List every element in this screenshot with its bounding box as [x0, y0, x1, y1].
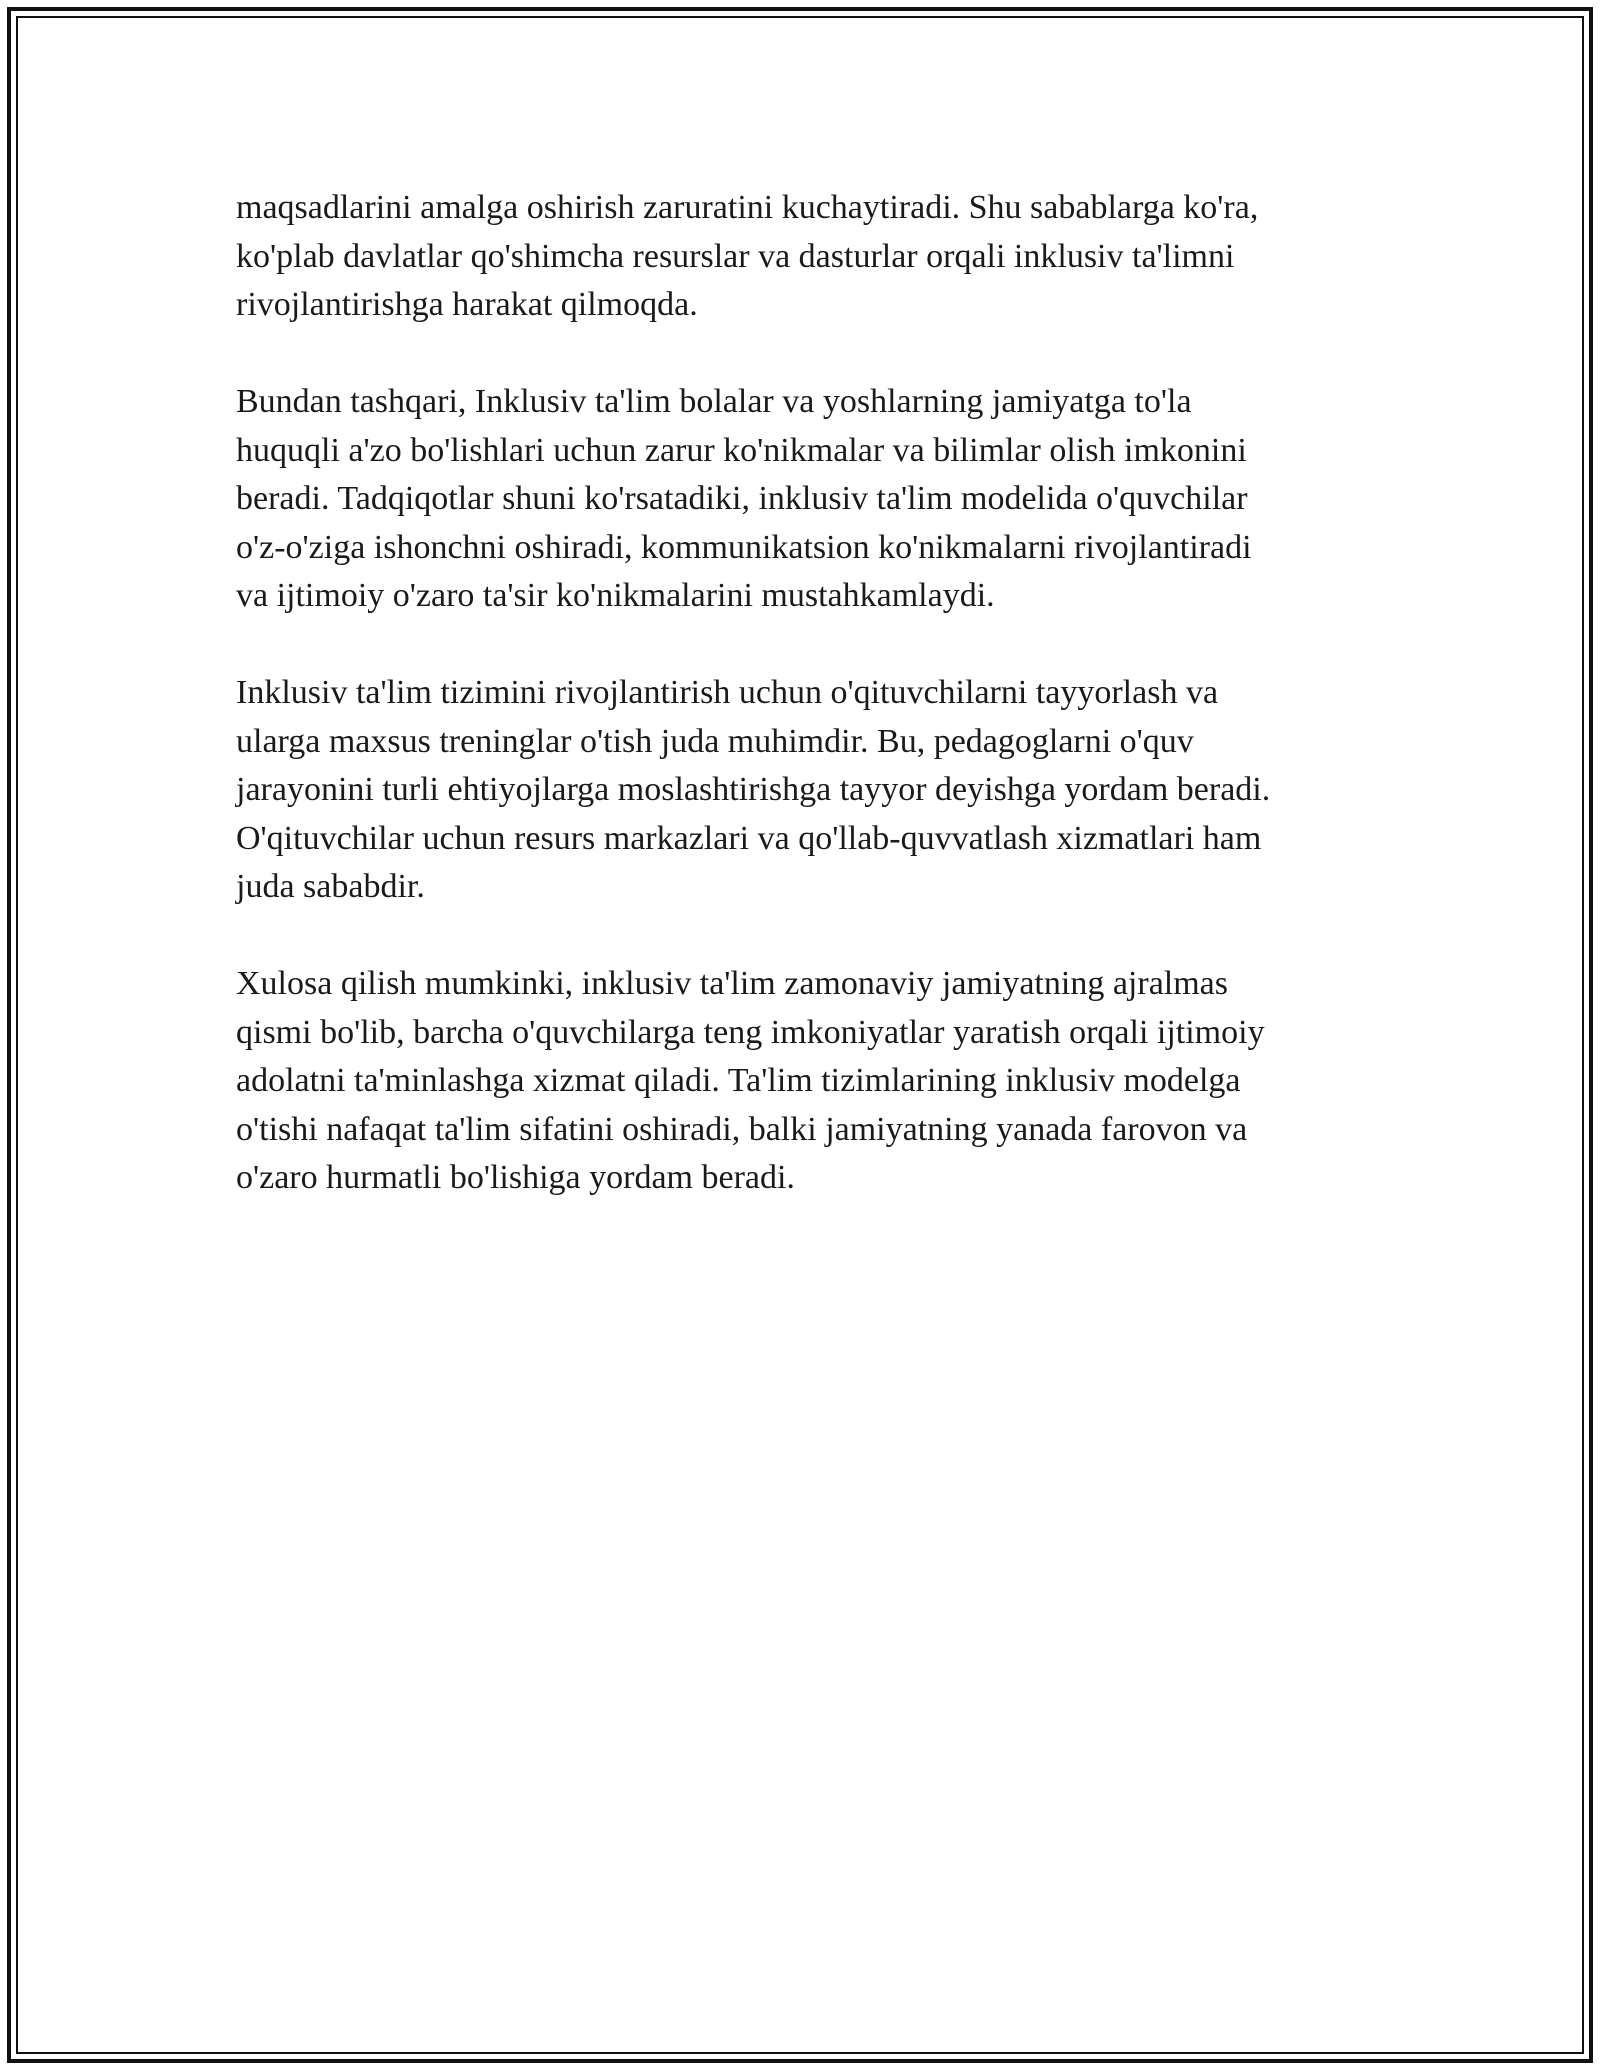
text-line: qismi bo'lib, barcha o'quvchilarga teng imkoniyatlar yaratish orqali ijtimoiy: [236, 1013, 1265, 1051]
text-line: O'qituvchilar uchun resurs markazlari va qo'llab-quvvatlash xizmatlari ham: [236, 819, 1262, 857]
text-line: juda sababdir.: [236, 868, 425, 905]
text-line: va ijtimoiy o'zaro ta'sir ko'nikmalarini mustahkamlaydi.: [236, 577, 995, 614]
text-line: ularga maxsus treninglar o'tish juda muhimdir. Bu, pedagoglarni o'quv: [236, 722, 1194, 760]
paragraph-2: [236, 378, 1356, 621]
text-line: Inklusiv ta'lim tizimini rivojlantirish uchun o'qituvchilarni tayyorlash va: [236, 674, 1219, 711]
text-line: ko'plab davlatlar qo'shimcha resurslar va dasturlar orqali inklusiv ta'limni: [236, 237, 1235, 275]
paragraph-1: [236, 184, 1356, 330]
text-line: jarayonini turli ehtiyojlarga moslashtirishga tayyor deyishga yordam beradi.: [236, 771, 1271, 808]
text-line: Xulosa qilish mumkinki, inklusiv ta'lim zamonaviy jamiyatning ajralmas: [236, 965, 1228, 1002]
text-line: beradi. Tadqiqotlar shuni ko'rsatadiki, inklusiv ta'lim modelida o'quvchilar: [236, 480, 1248, 517]
paragraph-4: [236, 960, 1356, 1203]
text-line: rivojlantirishga harakat qilmoqda.: [236, 286, 698, 323]
text-line: o'z-o'ziga ishonchni oshiradi, kommunikatsion ko'nikmalarni rivojlantiradi: [236, 528, 1252, 566]
text-line: Bundan tashqari, Inklusiv ta'lim bolalar va yoshlarning jamiyatga to'la: [236, 383, 1192, 420]
document-body: [236, 184, 1356, 1251]
text-line: o'tishi nafaqat ta'lim sifatini oshiradi, balki jamiyatning yanada farovon va: [236, 1110, 1248, 1148]
text-line: maqsadlarini amalga oshirish zaruratini kuchaytiradi. Shu sabablarga ko'ra,: [236, 189, 1259, 226]
paragraph-3: [236, 669, 1356, 912]
text-line: huquqli a'zo bo'lishlari uchun zarur ko'nikmalar va bilimlar olish imkonini: [236, 431, 1247, 469]
text-line: adolatni ta'minlashga xizmat qiladi. Ta'lim tizimlarining inklusiv modelga: [236, 1062, 1241, 1099]
text-line: o'zaro hurmatli bo'lishiga yordam beradi.: [236, 1159, 795, 1196]
